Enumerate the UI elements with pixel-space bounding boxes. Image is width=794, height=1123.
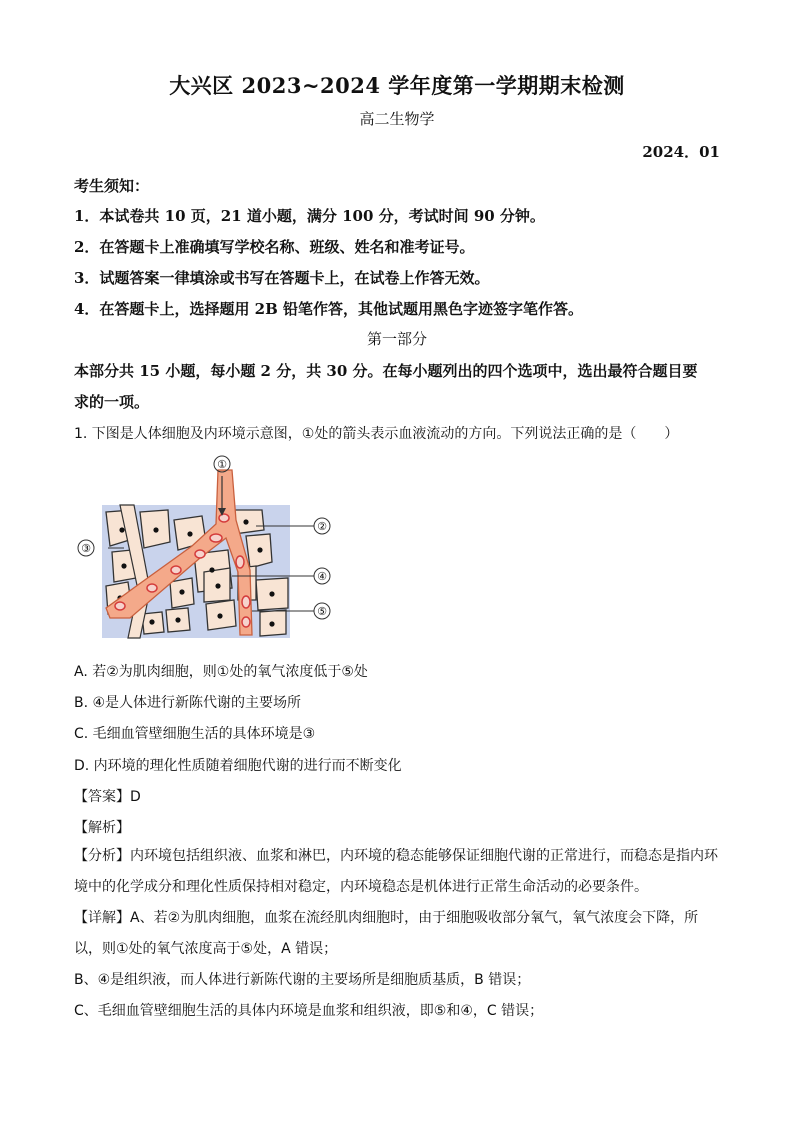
cell-environment-figure (70, 450, 340, 645)
figure-label-3: ③ (81, 542, 91, 555)
analysis-label: 【解析】 (74, 820, 130, 836)
notice-item: 2．在答题卡上准确填写学校名称、班级、姓名和准考证号。 (74, 238, 475, 256)
analysis-line: 境中的化学成分和理化性质保持相对稳定，内环境稳态是机体进行正常生命活动的必要条件。 (74, 879, 648, 895)
figure-label-1: ① (217, 458, 227, 471)
section-title: 第一部分 (366, 330, 427, 348)
answer-line (74, 786, 141, 806)
section-intro-line: 本部分共 15 小题，每小题 2 分，共 30 分。在每小题列出的四个选项中，选出最符合题目要 (74, 362, 698, 380)
detail-line: 【详解】A、若②为肌肉细胞，血浆在流经肌肉细胞时，由于细胞吸收部分氧气，氧气浓度会下降，所 (74, 910, 699, 926)
question-stem: 1. 下图是人体细胞及内环境示意图，①处的箭头表示血液流动的方向。下列说法正确的是（ ） (74, 426, 679, 442)
notice-item: 1．本试卷共 10 页，21 道小题，满分 100 分，考试时间 90 分钟。 (74, 207, 545, 225)
option-a: A. 若②为肌肉细胞，则①处的氧气浓度低于⑤处 (74, 664, 368, 680)
section-intro-line: 求的一项。 (74, 393, 150, 411)
exam-date: 2024．01 (642, 143, 720, 161)
analysis-line: 【分析】内环境包括组织液、血浆和淋巴，内环境的稳态能够保证细胞代谢的正常进行，而稳态是指内环 (74, 848, 718, 864)
detail-line: B、④是组织液，而人体进行新陈代谢的主要场所是细胞质基质，B 错误； (74, 972, 531, 988)
option-b: B. ④是人体进行新陈代谢的主要场所 (74, 695, 302, 711)
answer-label: 【答案】 (74, 789, 130, 805)
page-subtitle: 高二生物学 (359, 110, 435, 128)
detail-line: C、毛细血管壁细胞生活的具体内环境是血浆和组织液，即⑤和④，C 错误； (74, 1003, 544, 1019)
figure-label-4: ④ (317, 570, 327, 583)
notice-item: 4．在答题卡上，选择题用 2B 铅笔作答，其他试题用黑色字迹签字笔作答。 (74, 300, 583, 318)
figure-label-2: ② (317, 520, 327, 533)
notice-item: 3．试题答案一律填涂或书写在答题卡上，在试卷上作答无效。 (74, 269, 490, 287)
answer-value: D (130, 789, 141, 805)
option-d: D. 内环境的理化性质随着细胞代谢的进行而不断变化 (74, 758, 402, 774)
page-title: 大兴区 2023~2024 学年度第一学期期末检测 (169, 73, 625, 98)
detail-line: 以，则①处的氧气浓度高于⑤处，A 错误； (74, 941, 338, 957)
figure-label-5: ⑤ (317, 605, 327, 618)
notice-heading: 考生须知： (74, 177, 150, 195)
option-c: C. 毛细血管壁细胞生活的具体环境是③ (74, 726, 316, 742)
